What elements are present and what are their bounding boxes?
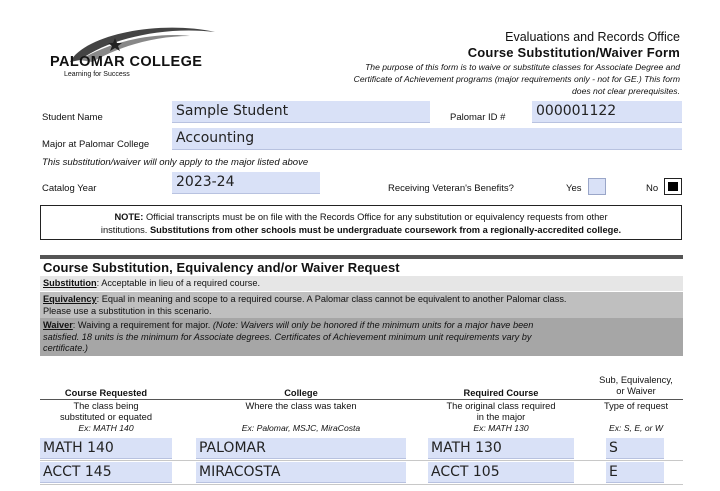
col-required-course-header [428, 388, 574, 399]
waiver-def-2: satisfied. 18 units is the minimum for Associate degrees. Certificates of Achievement minimum unit requirements vary by [43, 331, 532, 342]
equivalency-def-1: : Equal in meaning and scope to a required course. A Palomar class cannot be equivalent to another Palomar class. [96, 294, 567, 304]
col-course-title: Course Requested [64, 388, 148, 398]
row-2-type-field[interactable]: E [606, 462, 664, 483]
col-required-desc-1: The original class required [446, 401, 556, 411]
purpose-line-2: Certificate of Achievement programs (major requirements only - not for GE.) This form [353, 74, 680, 84]
request-section-title: Course Substitution, Equivalency and/or Waiver Request [43, 260, 400, 275]
col-type-desc [586, 401, 686, 434]
col-college-header [196, 388, 406, 399]
col-college-desc [196, 401, 406, 434]
col-college-title: College [284, 388, 318, 398]
palomar-id-field[interactable]: 000001122 [532, 101, 682, 123]
substitution-definition [40, 276, 683, 291]
veteran-yes-label: Yes [566, 183, 582, 194]
col-course-example: Ex: MATH 140 [78, 423, 134, 433]
student-name-label: Student Name [42, 112, 103, 123]
col-required-desc-2: in the major [476, 412, 526, 422]
veteran-no-label: No [646, 183, 659, 194]
purpose-line-1: The purpose of this form is to waive or substitute classes for Associate Degree and [365, 62, 680, 72]
palomar-id-label: Palomar ID # [450, 112, 506, 123]
waiver-def-3: certificate.) [43, 343, 88, 353]
form-title: Course Substitution/Waiver Form [467, 45, 680, 60]
veteran-no-checkbox[interactable] [664, 178, 682, 195]
header-underline [40, 399, 683, 400]
equivalency-term: Equivalency [43, 294, 97, 304]
row-1-type-field[interactable]: S [606, 438, 664, 459]
col-college-desc-1: Where the class was taken [245, 401, 357, 411]
student-name-field[interactable]: Sample Student [172, 101, 430, 123]
major-field[interactable]: Accounting [172, 128, 682, 150]
checked-mark-icon [668, 182, 678, 191]
row-1-required-field[interactable]: MATH 130 [428, 438, 574, 459]
logo-tagline: Learning for Success [64, 71, 130, 78]
col-type-spacer [586, 412, 686, 423]
note-text-2: institutions. [100, 225, 150, 235]
major-label: Major at Palomar College [42, 139, 150, 150]
col-type-title-2: or Waiver [616, 386, 656, 396]
row-1-college-field[interactable]: PALOMAR [196, 438, 406, 459]
row-1-divider [40, 460, 683, 461]
equivalency-definition [40, 292, 683, 318]
substitution-def: : Acceptable in lieu of a required course. [96, 278, 261, 288]
waiver-def-1-ital: (Note: Waivers will only be honored if the minimum units for a major have been [212, 320, 534, 330]
section-divider [40, 255, 683, 259]
logo-name: PALOMAR COLLEGE [50, 54, 203, 70]
purpose-line-3: does not clear prerequisites. [572, 86, 680, 96]
col-course-desc-2: substituted or equated [59, 412, 152, 422]
col-course-requested-header [40, 388, 172, 399]
college-logo [40, 24, 240, 94]
row-1-course-field[interactable]: MATH 140 [40, 438, 172, 459]
substitution-term: Substitution [43, 278, 97, 288]
col-course-desc-1: The class being [73, 401, 139, 411]
col-type-example: Ex: S, E, or W [609, 423, 663, 433]
note-lead: NOTE: [114, 212, 144, 222]
major-note: This substitution/waiver will only apply to the major listed above [42, 157, 309, 168]
note-text-2-bold: Substitutions from other schools must be undergraduate coursework from a regionally-accredited college. [149, 225, 622, 235]
row-2-course-field[interactable]: ACCT 145 [40, 462, 172, 483]
waiver-definition [40, 318, 683, 356]
col-type-title-1: Sub, Equivalency, [599, 375, 673, 385]
col-required-example: Ex: MATH 130 [473, 423, 529, 433]
catalog-year-label: Catalog Year [42, 183, 97, 194]
waiver-def-1: : Waiving a requirement for major. [72, 320, 213, 330]
col-course-desc [40, 401, 172, 434]
waiver-term: Waiver [43, 320, 73, 330]
col-required-desc [428, 401, 574, 434]
veteran-label: Receiving Veteran's Benefits? [388, 183, 514, 194]
col-college-spacer [196, 412, 406, 423]
equivalency-def-2: Please use a substitution in this scenario. [43, 305, 212, 316]
office-name: Evaluations and Records Office [505, 30, 680, 44]
row-2-required-field[interactable]: ACCT 105 [428, 462, 574, 483]
col-college-example: Ex: Palomar, MSJC, MiraCosta [241, 423, 361, 433]
col-required-title: Required Course [463, 388, 539, 398]
veteran-yes-checkbox[interactable] [588, 178, 606, 195]
col-type-desc-1: Type of request [603, 401, 669, 411]
col-type-header [586, 375, 686, 397]
catalog-year-field[interactable]: 2023-24 [172, 172, 320, 194]
row-2-divider [40, 484, 683, 485]
note-text-1: Official transcripts must be on file with the Records Office for any substitution or equivalency requests from other [143, 212, 608, 222]
row-2-college-field[interactable]: MIRACOSTA [196, 462, 406, 483]
transcript-note [40, 205, 682, 240]
